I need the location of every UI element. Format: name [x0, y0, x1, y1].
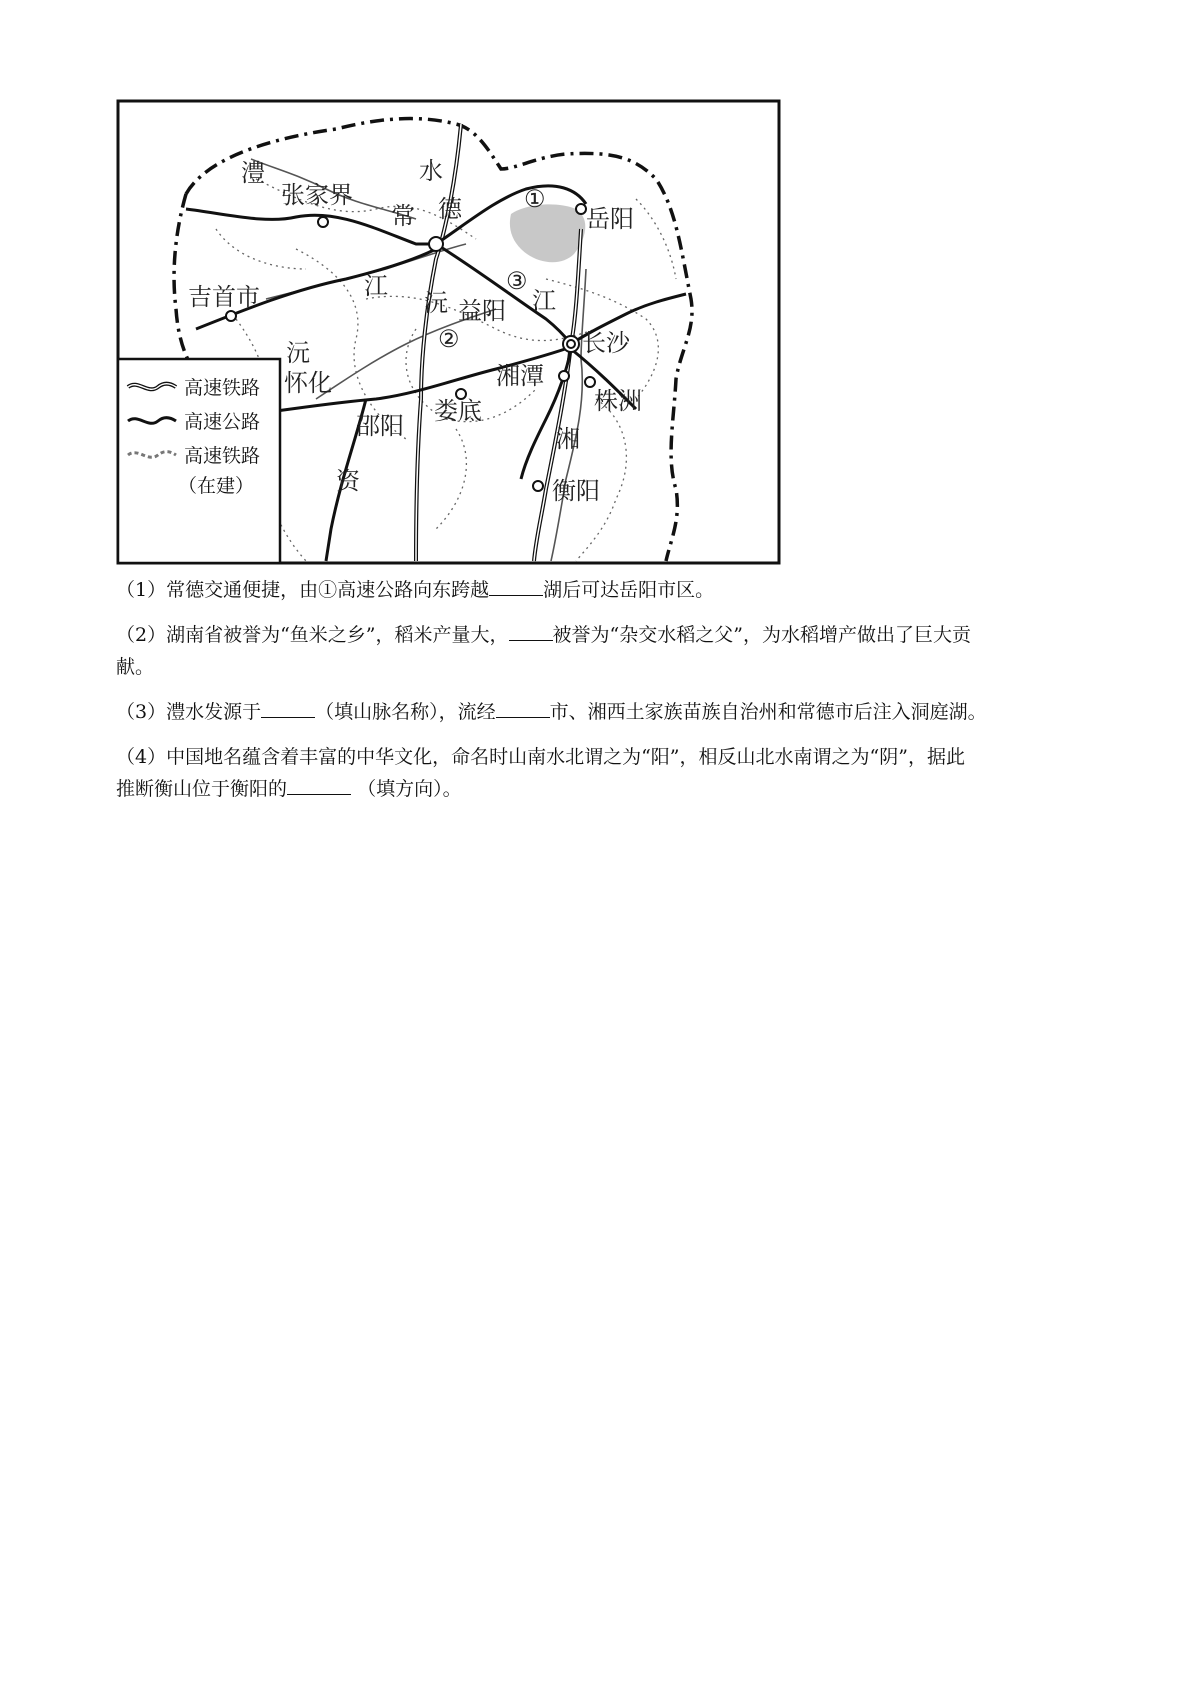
map-label-lishui-a: 澧	[241, 159, 265, 187]
question-1-text-after: 湖后可达岳阳市区。	[543, 579, 715, 601]
question-2-blank[interactable]	[509, 620, 553, 641]
question-2-number: （2）	[116, 624, 167, 646]
question-3-text-middle: （填山脉名称），流经	[315, 701, 496, 723]
hengyang-dot	[533, 481, 543, 491]
question-4-continuation	[116, 773, 1096, 805]
question-3	[116, 688, 1096, 733]
question-2-text-before: 湖南省被誉为“鱼米之乡”，稻米产量大，	[166, 624, 509, 646]
map-label-jishou: 吉首市	[188, 283, 260, 311]
question-list	[116, 566, 1096, 810]
map-marker-1: ①	[524, 185, 546, 213]
map-label-jiang-a: 江	[364, 272, 388, 300]
map-label-yuan-river: 沅	[286, 339, 310, 367]
map-label-huaihua: 怀化	[284, 369, 332, 397]
map-label-changsha: 长沙	[582, 329, 630, 357]
hunan-transport-map	[116, 99, 781, 565]
question-1	[116, 566, 1096, 611]
changde-dot	[429, 237, 443, 251]
map-label-yiyang: 益阳	[458, 297, 506, 325]
map-label-xiangtan: 湘潭	[496, 362, 544, 390]
xiangtan-dot	[559, 371, 569, 381]
question-3-blank-2[interactable]	[496, 697, 550, 718]
question-3-number: （3）	[116, 701, 167, 723]
map-figure	[116, 99, 781, 565]
question-2-continuation: 献。	[116, 656, 155, 678]
map-label-changde-b: 德	[438, 195, 462, 223]
question-1-number: （1）	[116, 579, 167, 601]
zhuzhou-dot	[585, 377, 595, 387]
map-label-yuanjiang-a: 沅	[424, 289, 448, 317]
question-4	[116, 733, 1096, 810]
question-1-text-before: 常德交通便捷，由①高速公路向东跨越	[166, 579, 490, 601]
legend-label-expressway: 高速公路	[184, 411, 261, 433]
question-1-blank[interactable]	[489, 575, 543, 596]
map-label-zhangjiajie: 张家界	[281, 181, 353, 209]
question-3-blank-1[interactable]	[261, 697, 315, 718]
map-label-zhuzhou: 株洲	[594, 387, 642, 415]
map-marker-3: ③	[506, 267, 528, 295]
question-4-blank[interactable]	[287, 774, 351, 795]
map-label-xiang: 湘	[556, 425, 580, 453]
question-3-text-before: 澧水发源于	[166, 701, 262, 723]
legend-label-railway: 高速铁路	[184, 377, 261, 399]
zhangjiajie-dot	[318, 217, 328, 227]
map-marker-2: ②	[438, 325, 460, 353]
question-4-cont-after: （填方向）。	[357, 778, 462, 800]
map-legend	[118, 359, 280, 563]
legend-label-construction-note: （在建）	[178, 475, 255, 497]
yueyang-dot	[576, 204, 586, 214]
map-label-hengyang: 衡阳	[552, 477, 600, 505]
map-label-zi: 资	[336, 467, 360, 495]
question-2-text-after: 被誉为“杂交水稻之父”，为水稻增产做出了巨大贡	[552, 624, 971, 646]
question-2	[116, 611, 1096, 688]
jishou-dot	[226, 311, 236, 321]
map-label-lishui-b: 水	[419, 157, 443, 185]
map-label-shaoyang: 邵阳	[356, 412, 404, 440]
question-4-number: （4）	[116, 746, 167, 768]
map-label-changde-a: 常	[391, 202, 415, 230]
map-label-loudi: 娄底	[434, 397, 482, 425]
legend-label-railway-construction: 高速铁路	[184, 445, 261, 467]
question-4-text-before: 中国地名蕴含着丰富的中华文化，命名时山南水北谓之为“阳”，相反山北水南谓之为“阴”，据此	[166, 746, 965, 768]
question-4-cont-before: 推断衡山位于衡阳的	[116, 778, 288, 800]
changsha-dot-inner	[567, 340, 575, 348]
map-label-jiang-b: 江	[532, 287, 556, 315]
map-label-yueyang: 岳阳	[586, 205, 634, 233]
question-3-text-after: 市、湘西土家族苗族自治州和常德市后注入洞庭湖。	[549, 701, 987, 723]
